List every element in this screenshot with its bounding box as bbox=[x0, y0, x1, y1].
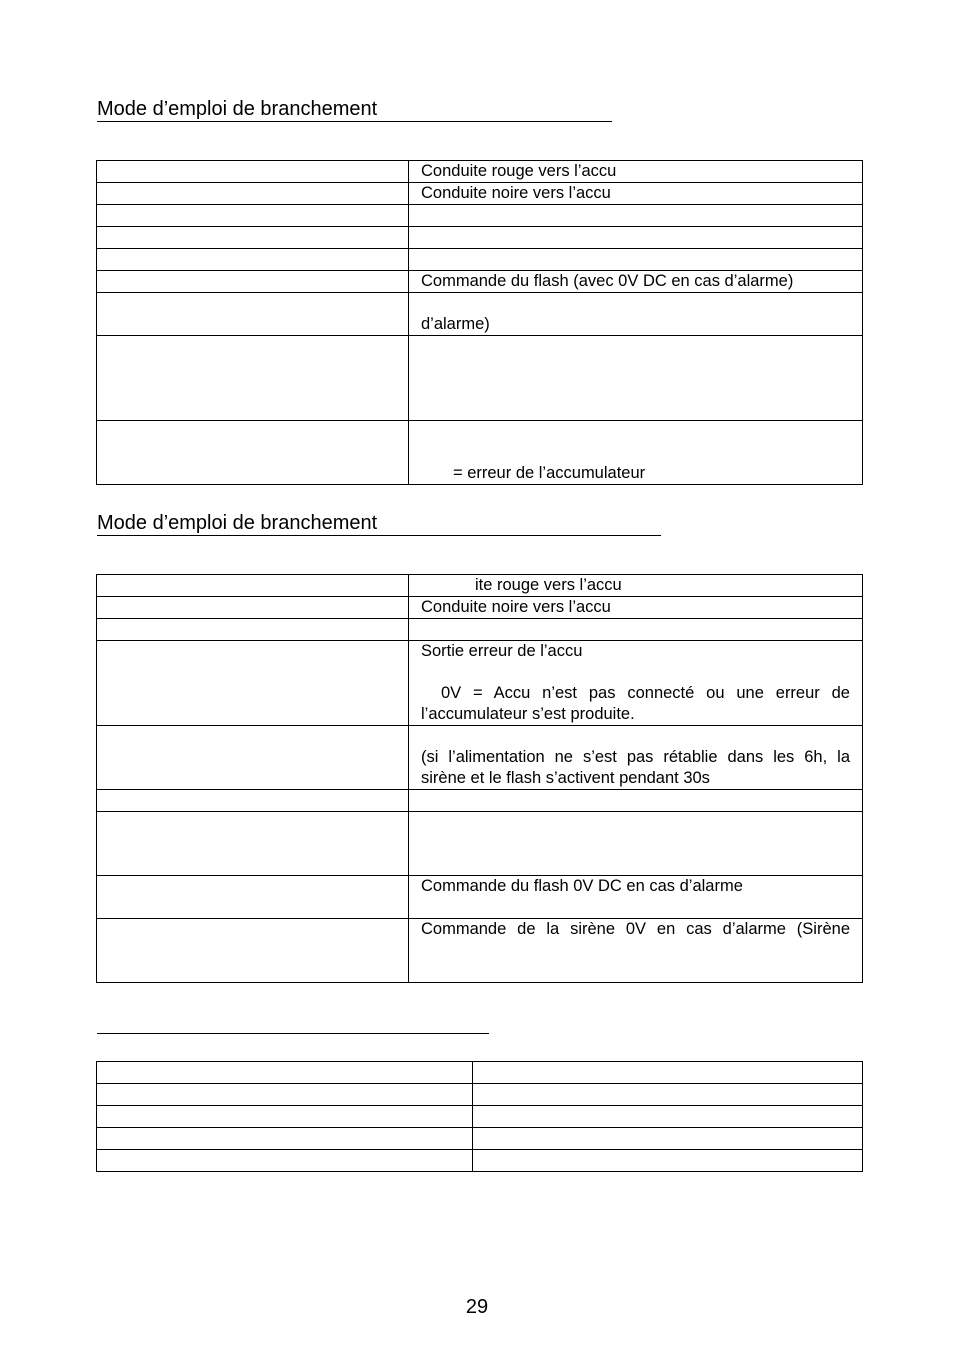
table-row bbox=[97, 726, 863, 790]
table-cell-value bbox=[473, 1106, 863, 1128]
table-row bbox=[97, 183, 863, 205]
table-cell-label bbox=[97, 1150, 473, 1172]
table-row bbox=[97, 597, 863, 619]
table-row bbox=[97, 336, 863, 421]
table-cell-label bbox=[97, 1084, 473, 1106]
table-cell-value bbox=[409, 619, 863, 641]
table-row bbox=[97, 1062, 863, 1084]
table-row bbox=[97, 249, 863, 271]
cell-text: = erreur de l’accumulateur bbox=[453, 464, 646, 482]
table-cell-value bbox=[409, 641, 863, 726]
table-row bbox=[97, 641, 863, 726]
table-row bbox=[97, 1106, 863, 1128]
table-cell-value bbox=[473, 1128, 863, 1150]
table-row bbox=[97, 1084, 863, 1106]
table-row bbox=[97, 1150, 863, 1172]
table-cell-value bbox=[409, 336, 863, 421]
table-row bbox=[97, 421, 863, 485]
table-cell-value: Commande du flash (avec 0V DC en cas d’alarme) bbox=[409, 271, 863, 293]
table-cell-value bbox=[409, 812, 863, 876]
table-cell-value: Conduite rouge vers l’accu bbox=[409, 161, 863, 183]
table-cell-value bbox=[409, 249, 863, 271]
page-number: 29 bbox=[465, 1296, 489, 1318]
section3-heading bbox=[97, 1009, 489, 1034]
table-cell-value bbox=[409, 790, 863, 812]
table-cell-label bbox=[97, 336, 409, 421]
table-row bbox=[97, 161, 863, 183]
table-cell-label bbox=[97, 597, 409, 619]
table-cell-label bbox=[97, 726, 409, 790]
table-row bbox=[97, 575, 863, 597]
table-row bbox=[97, 876, 863, 919]
section1-table bbox=[96, 160, 863, 485]
table-cell-label bbox=[97, 227, 409, 249]
table-cell-label bbox=[97, 271, 409, 293]
table-cell-value bbox=[409, 293, 863, 336]
table-row bbox=[97, 205, 863, 227]
table-cell-label bbox=[97, 205, 409, 227]
table-cell-label bbox=[97, 1106, 473, 1128]
table-cell-value bbox=[409, 919, 863, 983]
table-cell-label bbox=[97, 249, 409, 271]
table-cell-value bbox=[473, 1062, 863, 1084]
cell-text: ite rouge vers l’accu bbox=[475, 576, 622, 594]
table-cell-label bbox=[97, 641, 409, 726]
cell-text: Sortie erreur de l’accu bbox=[421, 642, 583, 660]
table-row bbox=[97, 1128, 863, 1150]
table-cell-value bbox=[409, 575, 863, 597]
section2-heading: Mode d’emploi de branchement bbox=[97, 511, 661, 536]
table-cell-label bbox=[97, 876, 409, 919]
cell-text: (si l’alimentation ne s’est pas rétablie dans les 6h, la sirène et le flash s’activent pendant 30s bbox=[421, 748, 850, 787]
table-cell-label bbox=[97, 183, 409, 205]
table-row bbox=[97, 293, 863, 336]
table-cell-label bbox=[97, 1062, 473, 1084]
table-row bbox=[97, 919, 863, 983]
table-cell-label bbox=[97, 919, 409, 983]
table-cell-value bbox=[409, 227, 863, 249]
table-row bbox=[97, 271, 863, 293]
table-row bbox=[97, 227, 863, 249]
table-cell-value bbox=[409, 205, 863, 227]
cell-text: d’alarme) bbox=[421, 315, 490, 333]
table-cell-value bbox=[473, 1084, 863, 1106]
cell-text: 0V = Accu n’est pas connecté ou une erreur de l’accumulateur s’est produite. bbox=[421, 684, 850, 723]
table-cell-value bbox=[409, 421, 863, 485]
section1-heading: Mode d’emploi de branchement bbox=[97, 97, 612, 122]
table-cell-value: Conduite noire vers l’accu bbox=[409, 597, 863, 619]
table-cell-label bbox=[97, 790, 409, 812]
cell-text: Commande de la sirène 0V en cas d’alarme (Sirène bbox=[421, 920, 850, 938]
table-cell-label bbox=[97, 293, 409, 336]
table-row bbox=[97, 619, 863, 641]
table-cell-label bbox=[97, 1128, 473, 1150]
table-row bbox=[97, 812, 863, 876]
table-cell-label bbox=[97, 161, 409, 183]
table-cell-value bbox=[473, 1150, 863, 1172]
table-cell-value: Conduite noire vers l’accu bbox=[409, 183, 863, 205]
table-cell-label bbox=[97, 812, 409, 876]
table-cell-value bbox=[409, 726, 863, 790]
table-row bbox=[97, 790, 863, 812]
table-cell-value: Commande du flash 0V DC en cas d’alarme bbox=[409, 876, 863, 919]
section3-table bbox=[96, 1061, 863, 1172]
table-cell-label bbox=[97, 575, 409, 597]
section2-table bbox=[96, 574, 863, 983]
table-cell-label bbox=[97, 619, 409, 641]
table-cell-label bbox=[97, 421, 409, 485]
